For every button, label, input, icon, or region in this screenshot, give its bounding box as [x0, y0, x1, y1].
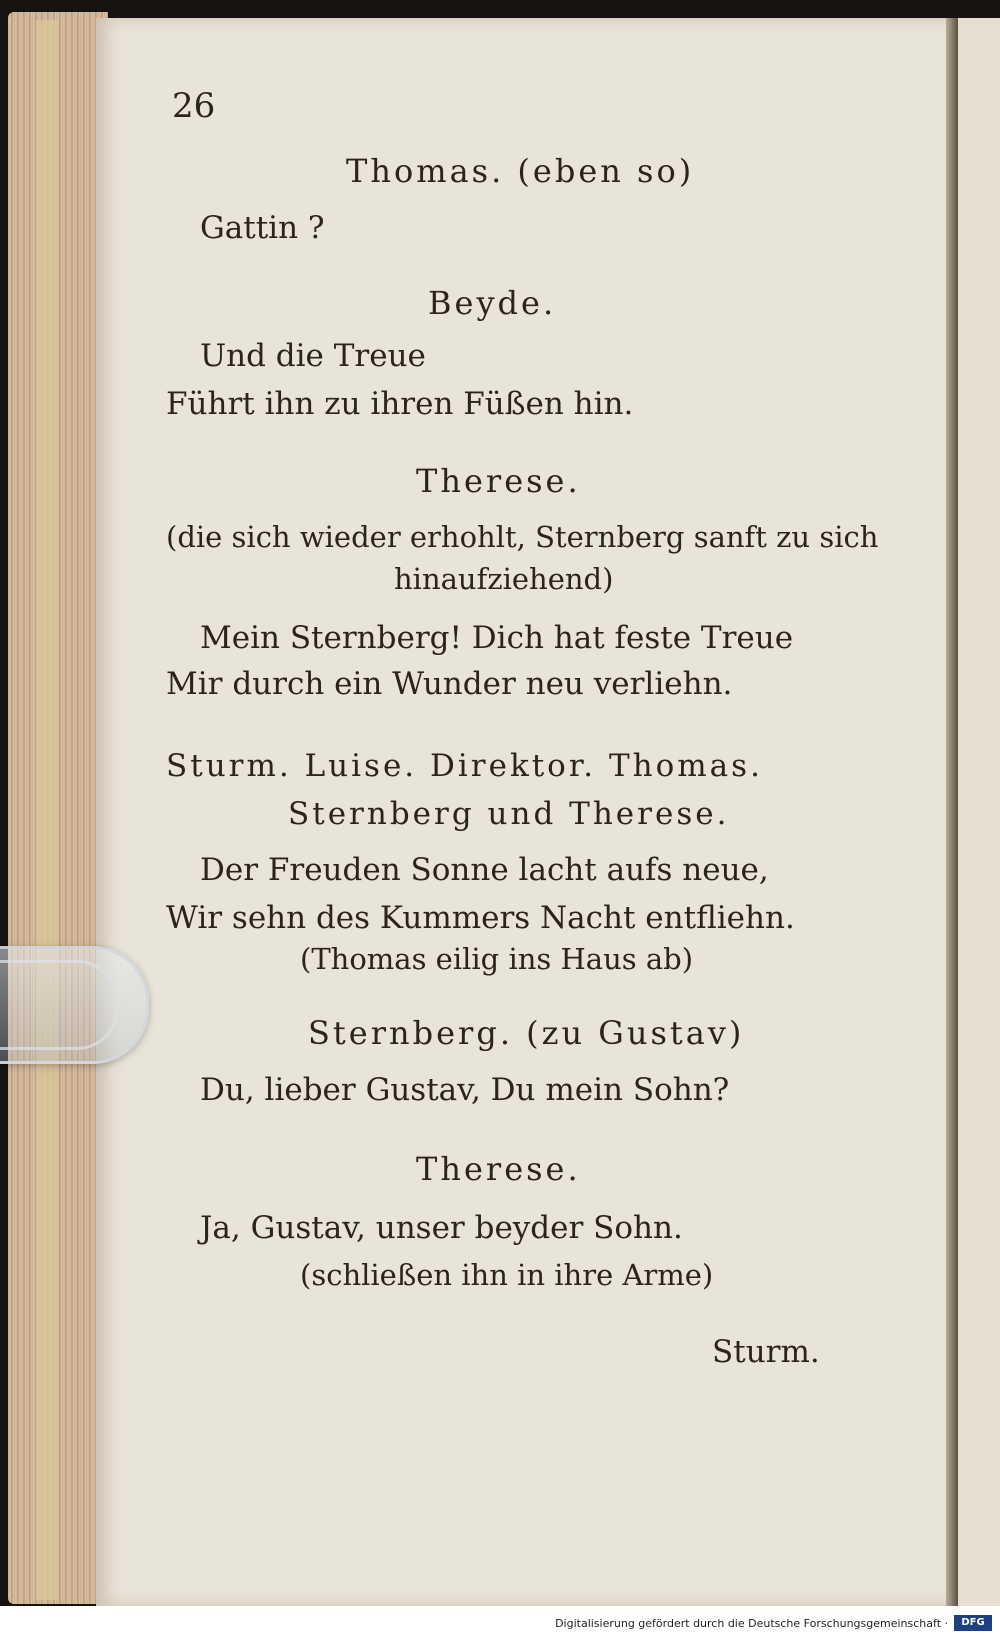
stage-direction: (die sich wieder erhohlt, Sternberg sanft zu sich	[166, 520, 879, 554]
verse-line: Gattin ?	[200, 210, 325, 246]
verse-line: Und die Treue	[200, 338, 426, 374]
ensemble-speakers: Sturm. Luise. Direktor. Thomas.	[166, 748, 763, 784]
page-number: 26	[172, 86, 216, 126]
book-page-edges	[8, 12, 108, 1604]
stage-direction: hinaufziehend)	[394, 562, 614, 596]
verse-line: Der Freuden Sonne lacht aufs neue,	[200, 852, 769, 888]
speaker-sternberg: Sternberg. (zu Gustav)	[308, 1014, 745, 1052]
catchword: Sturm.	[712, 1334, 820, 1370]
speaker-thomas: Thomas. (eben so)	[346, 152, 695, 190]
funding-credit: Digitalisierung gefördert durch die Deutsche Forschungsgemeinschaft ·	[555, 1617, 948, 1630]
page-edge-strip	[36, 20, 58, 1600]
stage-direction: (schließen ihn in ihre Arme)	[300, 1258, 714, 1292]
facing-page-sliver	[958, 18, 1000, 1606]
speaker-therese: Therese.	[416, 1150, 581, 1188]
verse-line: Mein Sternberg! Dich hat feste Treue	[200, 620, 794, 656]
verse-line: Ja, Gustav, unser beyder Sohn.	[200, 1210, 683, 1246]
verse-line: Mir durch ein Wunder neu verliehn.	[166, 666, 733, 702]
stage-direction: (Thomas eilig ins Haus ab)	[300, 942, 694, 976]
verse-line: Führt ihn zu ihren Füßen hin.	[166, 386, 634, 422]
dfg-logo: DFG	[954, 1615, 992, 1631]
gutter-shadow	[946, 18, 958, 1606]
speaker-therese: Therese.	[416, 462, 581, 500]
ensemble-speakers: Sternberg und Therese.	[288, 796, 730, 832]
verse-line: Wir sehn des Kummers Nacht entfliehn.	[166, 900, 795, 936]
verse-line: Du, lieber Gustav, Du mein Sohn?	[200, 1072, 730, 1108]
speaker-beyde: Beyde.	[428, 284, 557, 322]
paperclip-inner-loop	[0, 960, 119, 1050]
